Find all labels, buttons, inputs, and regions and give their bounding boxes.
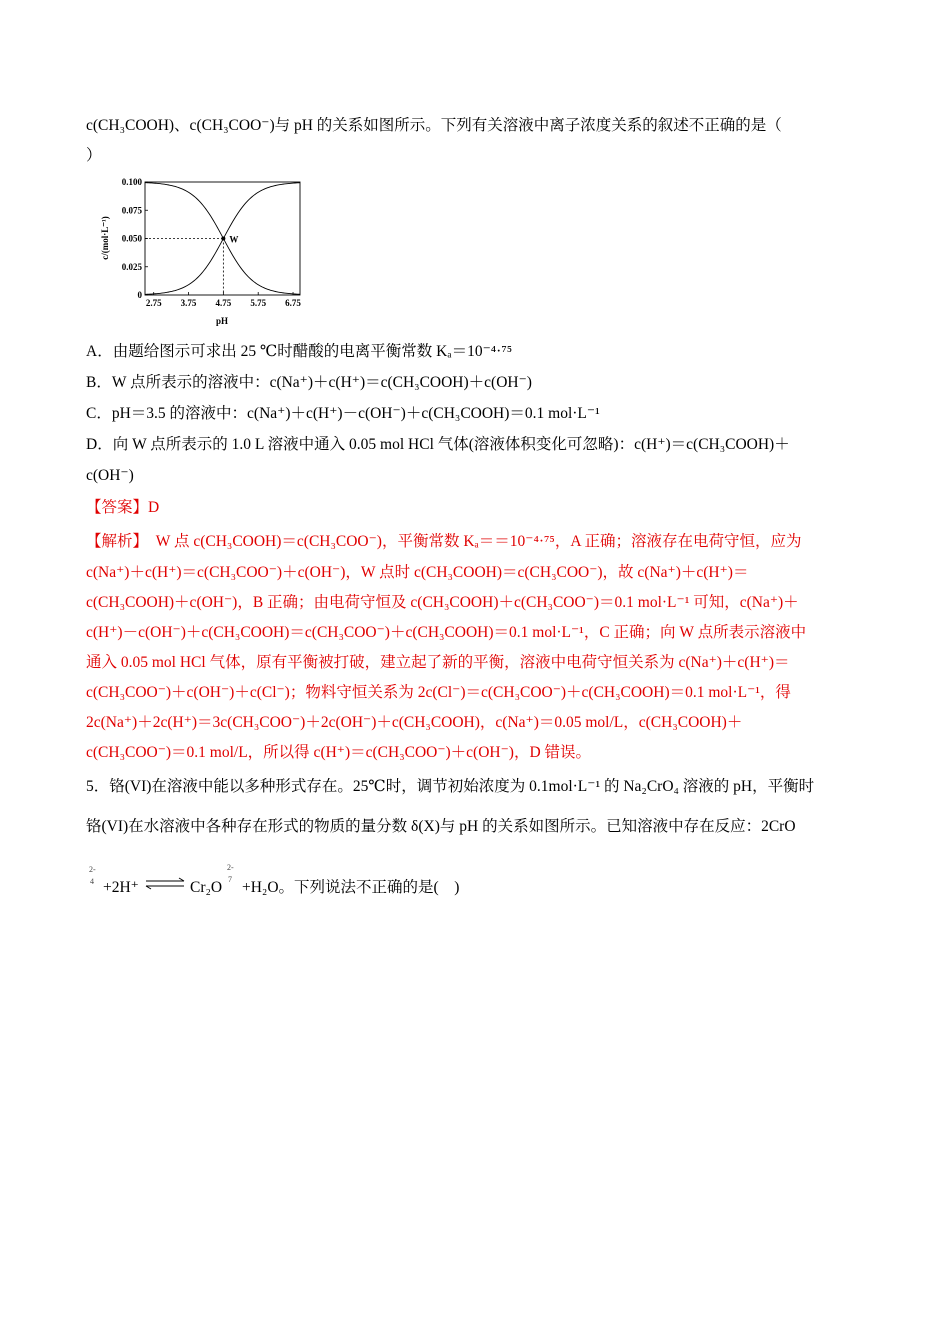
analysis-line-3: c(CH₃COOH)＋c(OH⁻)，B 正确；由电荷守恒及 c(CH₃COOH)＋c(CH₃COO⁻)＝0.1 mol·L⁻¹ 可知，c(Na⁺)＋ [86,594,799,611]
option-d-line2: c(OH⁻) [86,467,134,484]
q5-line2: 铬(VI)在水溶液中各种存在形式的物质的量分数 δ(X)与 pH 的关系如图所示。已知溶液中存在反应：2CrO [86,818,796,835]
q5-sub-7: 7 [228,875,232,884]
answer: 【答案】D [86,499,160,516]
analysis-line-4: c(H⁺)－c(OH⁻)＋c(CH₃COOH)＝c(CH₃COO⁻)＋c(CH₃COOH)＝0.1 mol·L⁻¹，C 正确；向 W 点所表示溶液中 [86,624,807,641]
question-stem-line1: c(CH₃COOH)、c(CH₃COO⁻)与 pH 的关系如图所示。下列有关溶液中离子浓度关系的叙述不正确的是（ [86,117,782,134]
y-tick-label: 0.075 [121,205,142,216]
y-tick-label: 0 [137,290,142,300]
analysis-line-7: 2c(Na⁺)＋2c(H⁺)＝3c(CH₃COO⁻)＋2c(OH⁻)＋c(CH₃COOH)，c(Na⁺)＝0.05 mol/L，c(CH₃COOH)＋ [86,714,743,731]
q5-line1: 5．铬(VI)在溶液中能以多种形式存在。25℃时，调节初始浓度为 0.1mol·L⁻¹ 的 Na₂CrO₄ 溶液的 pH，平衡时 [86,778,815,795]
q5-sup-charge-2: 2- [227,863,234,872]
concentration-ph-chart [100,172,310,334]
option-c: C．pH＝3.5 的溶液中：c(Na⁺)＋c(H⁺)－c(OH⁻)＋c(CH₃COOH)＝0.1 mol·L⁻¹ [86,405,600,422]
q5-eq-part-c: +H₂O。下列说法不正确的是( ) [242,879,460,896]
option-b: B．W 点所表示的溶液中：c(Na⁺)＋c(H⁺)＝c(CH₃COOH)＋c(OH⁻) [86,374,532,391]
analysis-line-5: 通入 0.05 mol HCl 气体，原有平衡被打破，建立起了新的平衡，溶液中电荷守恒关系为 c(Na⁺)＋c(H⁺)＝ [86,654,790,671]
x-tick-label: 5.75 [250,298,267,308]
equilibrium-arrow-icon [143,877,187,891]
analysis-line-8: c(CH₃COO⁻)＝0.1 mol/L，所以得 c(H⁺)＝c(CH₃COO⁻)＋c(OH⁻)，D 错误。 [86,744,592,761]
q5-sup-charge-1: 2- [89,865,96,874]
option-a: A．由题给图示可求出 25 ℃时醋酸的电离平衡常数 Kₐ＝10⁻⁴·⁷⁵ [86,343,513,360]
x-tick-label: 2.75 [145,298,162,308]
y-tick-label: 0.100 [121,177,142,187]
x-tick-label: 4.75 [215,298,232,308]
analysis-line-6: c(CH₃COO⁻)＋c(OH⁻)＋c(Cl⁻)；物料守恒关系为 2c(Cl⁻)＝c(CH₃COO⁻)＋c(CH₃COOH)＝0.1 mol·L⁻¹，得 [86,684,791,701]
y-tick-label: 0.050 [121,233,142,244]
q5-sub-4: 4 [90,877,94,886]
analysis-line-2: c(Na⁺)＋c(H⁺)＝c(CH₃COO⁻)＋c(OH⁻)，W 点时 c(CH₃COOH)＝c(CH₃COO⁻)，故 c(Na⁺)＋c(H⁺)＝ [86,564,749,581]
x-tick-label: 6.75 [285,298,301,308]
x-tick-label: 3.75 [180,298,197,308]
option-d-line1: D．向 W 点所表示的 1.0 L 溶液中通入 0.05 mol HCl 气体(溶液体积变化可忽略)：c(H⁺)＝c(CH₃COOH)＋ [86,436,790,453]
question-stem-line2: ） [86,147,102,164]
analysis-line-1: 【解析】 W 点 c(CH₃COOH)＝c(CH₃COO⁻)，平衡常数 Kₐ＝＝10⁻⁴·⁷⁵，A 正确；溶液存在电荷守恒，应为 [86,533,802,550]
q5-eq-part-a: +2H⁺ [103,879,139,896]
y-tick-label: 0.025 [121,261,142,272]
w-point-label: W [229,234,239,245]
x-axis-label: pH [215,316,229,326]
y-axis-label: c/(mol·L⁻¹) [100,216,110,260]
w-point-marker [221,237,225,241]
q5-eq-part-b: Cr₂O [190,879,223,896]
